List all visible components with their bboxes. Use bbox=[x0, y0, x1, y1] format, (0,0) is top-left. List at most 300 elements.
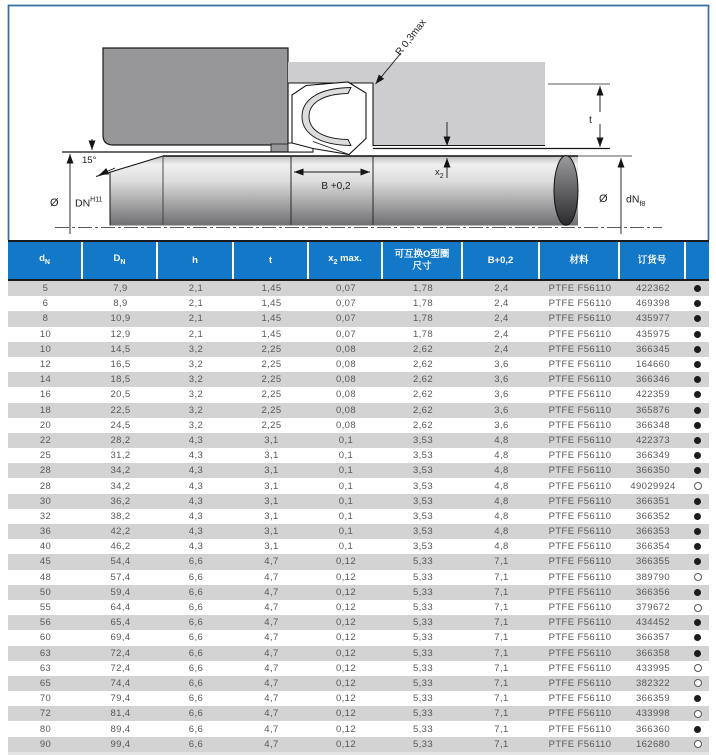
table-row bbox=[8, 387, 709, 402]
t-label: t bbox=[589, 114, 592, 126]
availability-dot-icon bbox=[694, 650, 701, 657]
cell-material: PTFE F56110 bbox=[548, 677, 612, 689]
table-row bbox=[8, 615, 709, 630]
cell-dn: 14 bbox=[39, 374, 52, 386]
cell-h: 4,3 bbox=[188, 434, 204, 446]
cell-material: PTFE F56110 bbox=[548, 526, 612, 538]
cell-material: PTFE F56110 bbox=[548, 374, 612, 386]
cell-b: 7,1 bbox=[494, 647, 509, 659]
cell-h: 3,2 bbox=[188, 419, 204, 431]
availability-dot-icon bbox=[694, 573, 702, 581]
availability-dot-icon bbox=[694, 391, 701, 398]
cell-dn: 8 bbox=[42, 313, 49, 325]
cell-material: PTFE F56110 bbox=[548, 343, 612, 355]
cell-b: 4,8 bbox=[494, 480, 509, 492]
cell-b: 2,4 bbox=[494, 343, 509, 355]
col-header-dn: $d_N$ bbox=[8, 242, 83, 279]
cell-material: PTFE F56110 bbox=[548, 556, 612, 568]
availability-dot-icon bbox=[694, 331, 701, 338]
cell-h: 4,3 bbox=[188, 526, 204, 538]
cell-t: 4,7 bbox=[264, 571, 279, 583]
cell-h: 3,2 bbox=[188, 374, 204, 386]
cell-dn: 72 bbox=[39, 708, 52, 720]
cell-t: 2,25 bbox=[261, 374, 282, 386]
cell-t: 3,1 bbox=[264, 434, 279, 446]
cell-DN: 42,2 bbox=[110, 526, 131, 538]
cell-b: 7,1 bbox=[494, 723, 509, 735]
cell-availability bbox=[686, 634, 709, 641]
cell-x2max: 0,07 bbox=[335, 298, 357, 310]
table-row bbox=[8, 721, 709, 736]
cell-DN: 14,5 bbox=[110, 343, 131, 355]
cell-material: PTFE F56110 bbox=[548, 571, 612, 583]
cell-b: 7,1 bbox=[494, 586, 509, 598]
cell-availability bbox=[686, 589, 709, 596]
cell-oring-size: 5,33 bbox=[412, 647, 434, 659]
cell-availability bbox=[686, 452, 709, 459]
cell-order-number: 366357 bbox=[635, 632, 671, 644]
cell-order-number: 422373 bbox=[635, 434, 671, 446]
cell-DN: 69,4 bbox=[110, 632, 131, 644]
cell-availability bbox=[686, 558, 709, 565]
cell-order-number: 366345 bbox=[635, 343, 671, 355]
cell-DN: 12,9 bbox=[110, 328, 131, 340]
cell-x2max: 0,12 bbox=[335, 571, 357, 583]
availability-dot-icon bbox=[694, 558, 701, 565]
cell-availability bbox=[686, 300, 709, 307]
cell-availability bbox=[686, 619, 709, 626]
cell-oring-size: 3,53 bbox=[412, 495, 434, 507]
cell-dn: 63 bbox=[39, 647, 52, 659]
table-row bbox=[8, 554, 709, 569]
cell-oring-size: 5,33 bbox=[412, 723, 434, 735]
cell-x2max: 0,12 bbox=[335, 693, 357, 705]
cell-order-number: 422362 bbox=[635, 283, 671, 295]
table-row bbox=[8, 281, 709, 296]
cell-h: 4,3 bbox=[188, 541, 204, 553]
cell-b: 3,6 bbox=[494, 419, 509, 431]
cell-order-number: 366353 bbox=[635, 526, 671, 538]
cell-h: 2,1 bbox=[188, 313, 204, 325]
cell-x2max: 0,1 bbox=[338, 510, 354, 522]
cell-h: 6,6 bbox=[188, 662, 204, 674]
cell-b: 7,1 bbox=[494, 738, 509, 750]
cell-h: 6,6 bbox=[188, 602, 204, 614]
cell-availability bbox=[686, 391, 709, 398]
table-row bbox=[8, 585, 709, 600]
cell-t: 1,45 bbox=[261, 313, 282, 325]
cell-order-number: 366358 bbox=[635, 647, 671, 659]
cell-t: 4,7 bbox=[264, 632, 279, 644]
cell-DN: 34,2 bbox=[110, 480, 131, 492]
cell-DN: 65,4 bbox=[110, 617, 131, 629]
table-body bbox=[8, 281, 709, 752]
cell-DN: 59,4 bbox=[110, 586, 131, 598]
availability-dot-icon bbox=[694, 437, 701, 444]
cell-dn: 70 bbox=[39, 693, 52, 705]
cell-availability bbox=[686, 467, 709, 474]
cell-x2max: 0,08 bbox=[335, 374, 357, 386]
cell-material: PTFE F56110 bbox=[548, 647, 612, 659]
availability-dot-icon bbox=[694, 528, 701, 535]
cell-availability bbox=[686, 407, 709, 414]
table-row bbox=[8, 570, 709, 585]
cell-DN: 72,4 bbox=[110, 662, 131, 674]
cell-dn: 5 bbox=[42, 283, 49, 295]
cell-material: PTFE F56110 bbox=[548, 328, 612, 340]
cell-oring-size: 3,53 bbox=[412, 480, 434, 492]
col-header-oring: 可互换O型圈 尺寸 bbox=[383, 242, 463, 279]
table-bottom-edge bbox=[8, 752, 709, 755]
availability-dot-icon bbox=[694, 498, 701, 505]
cell-dn: 56 bbox=[39, 617, 52, 629]
cell-t: 4,7 bbox=[264, 602, 279, 614]
cell-availability bbox=[686, 528, 709, 535]
cell-DN: 54,4 bbox=[110, 556, 131, 568]
table-row bbox=[8, 661, 709, 676]
cell-b: 4,8 bbox=[494, 434, 509, 446]
b-label: B +0,2 bbox=[321, 181, 351, 192]
table-row bbox=[8, 478, 709, 493]
availability-dot-icon bbox=[694, 513, 701, 520]
cell-b: 2,4 bbox=[494, 298, 509, 310]
cell-h: 3,2 bbox=[188, 343, 204, 355]
cell-availability bbox=[686, 361, 709, 368]
cell-availability bbox=[686, 376, 709, 383]
cell-material: PTFE F56110 bbox=[548, 419, 612, 431]
cell-availability bbox=[686, 664, 709, 672]
cell-order-number: 366349 bbox=[635, 450, 671, 462]
cell-oring-size: 2,62 bbox=[412, 419, 434, 431]
cell-dn: 40 bbox=[39, 541, 52, 553]
cell-x2max: 0,07 bbox=[335, 283, 357, 295]
cell-t: 3,1 bbox=[264, 480, 279, 492]
availability-dot-icon bbox=[694, 726, 701, 733]
cell-material: PTFE F56110 bbox=[548, 298, 612, 310]
radius-label: R 0,3max bbox=[393, 17, 429, 58]
cell-t: 3,1 bbox=[264, 495, 279, 507]
cell-order-number: 435977 bbox=[635, 313, 671, 325]
housing-block-left bbox=[103, 48, 288, 145]
cell-x2max: 0,12 bbox=[335, 632, 357, 644]
cell-h: 4,3 bbox=[188, 495, 204, 507]
col-header-ordernumber: 订货号 bbox=[620, 242, 686, 279]
cell-dn: 28 bbox=[39, 465, 52, 477]
cell-order-number: 382322 bbox=[635, 677, 671, 689]
cell-availability bbox=[686, 710, 709, 718]
cell-x2max: 0,12 bbox=[335, 677, 357, 689]
cell-material: PTFE F56110 bbox=[548, 359, 612, 371]
availability-dot-icon bbox=[694, 300, 701, 307]
cell-x2max: 0,12 bbox=[335, 662, 357, 674]
table-row bbox=[8, 296, 709, 311]
table-row bbox=[8, 372, 709, 387]
cell-x2max: 0,12 bbox=[335, 617, 357, 629]
table-row bbox=[8, 403, 709, 418]
cell-b: 7,1 bbox=[494, 708, 509, 720]
cell-oring-size: 1,78 bbox=[412, 283, 434, 295]
cell-h: 6,6 bbox=[188, 571, 204, 583]
cell-material: PTFE F56110 bbox=[548, 602, 612, 614]
cell-b: 3,6 bbox=[494, 389, 509, 401]
cell-b: 7,1 bbox=[494, 662, 509, 674]
cell-availability bbox=[686, 650, 709, 657]
cell-material: PTFE F56110 bbox=[548, 495, 612, 507]
cell-t: 3,1 bbox=[264, 510, 279, 522]
cell-b: 2,4 bbox=[494, 313, 509, 325]
cell-DN: 34,2 bbox=[110, 465, 131, 477]
cell-x2max: 0,12 bbox=[335, 647, 357, 659]
cell-dn: 50 bbox=[39, 586, 52, 598]
cell-x2max: 0,12 bbox=[335, 708, 357, 720]
cell-oring-size: 3,53 bbox=[412, 450, 434, 462]
col-header-availability bbox=[686, 242, 709, 279]
cell-h: 3,2 bbox=[188, 404, 204, 416]
cell-b: 7,1 bbox=[494, 556, 509, 568]
cell-DN: 38,2 bbox=[110, 510, 131, 522]
cell-t: 2,25 bbox=[261, 389, 282, 401]
cell-material: PTFE F56110 bbox=[548, 586, 612, 598]
cell-order-number: 366351 bbox=[635, 495, 671, 507]
x2-label: $x_2$ bbox=[435, 167, 444, 180]
availability-dot-icon bbox=[694, 543, 701, 550]
cell-x2max: 0,1 bbox=[338, 541, 354, 553]
cell-t: 4,7 bbox=[264, 693, 279, 705]
cell-DN: 16,5 bbox=[110, 359, 131, 371]
cell-t: 3,1 bbox=[264, 526, 279, 538]
cell-oring-size: 2,62 bbox=[412, 404, 434, 416]
table-row bbox=[8, 327, 709, 342]
availability-dot-icon bbox=[694, 695, 701, 702]
cell-h: 6,6 bbox=[188, 632, 204, 644]
cell-t: 2,25 bbox=[261, 343, 282, 355]
table-row bbox=[8, 494, 709, 509]
cell-t: 4,7 bbox=[264, 662, 279, 674]
cell-oring-size: 3,53 bbox=[412, 541, 434, 553]
cell-dn: 25 bbox=[39, 450, 52, 462]
cell-t: 4,7 bbox=[264, 708, 279, 720]
cell-order-number: 469398 bbox=[635, 298, 671, 310]
cell-availability bbox=[686, 498, 709, 505]
shaft-label: $dN_{f8}$ bbox=[626, 193, 646, 208]
table-row bbox=[8, 539, 709, 554]
cell-order-number: 164660 bbox=[635, 359, 671, 371]
cell-order-number: 422359 bbox=[635, 389, 671, 401]
cell-x2max: 0,1 bbox=[338, 526, 354, 538]
availability-dot-icon bbox=[694, 634, 701, 641]
cell-b: 4,8 bbox=[494, 510, 509, 522]
cell-b: 3,6 bbox=[494, 404, 509, 416]
cell-material: PTFE F56110 bbox=[548, 693, 612, 705]
cell-material: PTFE F56110 bbox=[548, 723, 612, 735]
table-row bbox=[8, 418, 709, 433]
cell-x2max: 0,08 bbox=[335, 359, 357, 371]
table-row bbox=[8, 357, 709, 372]
cell-DN: 20,5 bbox=[110, 389, 131, 401]
cell-oring-size: 3,53 bbox=[412, 465, 434, 477]
cell-x2max: 0,1 bbox=[338, 465, 354, 477]
cell-b: 7,1 bbox=[494, 632, 509, 644]
table-header bbox=[8, 240, 709, 281]
cell-t: 1,45 bbox=[261, 298, 282, 310]
cell-b: 7,1 bbox=[494, 677, 509, 689]
cell-x2max: 0,1 bbox=[338, 495, 354, 507]
table-row bbox=[8, 509, 709, 524]
cell-b: 4,8 bbox=[494, 465, 509, 477]
availability-dot-icon bbox=[694, 285, 701, 292]
dimension-table bbox=[8, 240, 709, 755]
cell-dn: 10 bbox=[39, 328, 52, 340]
cell-DN: 72,4 bbox=[110, 647, 131, 659]
table-row bbox=[8, 646, 709, 661]
cell-t: 4,7 bbox=[264, 647, 279, 659]
cell-dn: 90 bbox=[39, 738, 52, 750]
cell-availability bbox=[686, 482, 709, 490]
cell-oring-size: 1,78 bbox=[412, 328, 434, 340]
cell-h: 6,6 bbox=[188, 693, 204, 705]
cell-DN: 22,5 bbox=[110, 404, 131, 416]
table-row bbox=[8, 676, 709, 691]
cell-order-number: 366346 bbox=[635, 374, 671, 386]
cell-h: 4,3 bbox=[188, 450, 204, 462]
cell-dn: 20 bbox=[39, 419, 52, 431]
availability-dot-icon bbox=[694, 315, 701, 322]
cell-availability bbox=[686, 285, 709, 292]
cell-t: 2,25 bbox=[261, 404, 282, 416]
cell-availability bbox=[686, 422, 709, 429]
cell-material: PTFE F56110 bbox=[548, 465, 612, 477]
cell-availability bbox=[686, 573, 709, 581]
col-header-b: B+0,2 bbox=[463, 242, 540, 279]
table-row bbox=[8, 737, 709, 752]
cell-order-number: 366355 bbox=[635, 556, 671, 568]
cell-oring-size: 3,53 bbox=[412, 526, 434, 538]
cell-b: 7,1 bbox=[494, 602, 509, 614]
availability-dot-icon bbox=[694, 407, 701, 414]
cell-availability bbox=[686, 726, 709, 733]
table-row bbox=[8, 463, 709, 478]
cell-x2max: 0,08 bbox=[335, 389, 357, 401]
cell-x2max: 0,08 bbox=[335, 419, 357, 431]
cell-t: 4,7 bbox=[264, 617, 279, 629]
cell-b: 7,1 bbox=[494, 617, 509, 629]
cell-DN: 28,2 bbox=[110, 434, 131, 446]
table-row bbox=[8, 342, 709, 357]
cell-dn: 10 bbox=[39, 343, 52, 355]
cell-h: 4,3 bbox=[188, 510, 204, 522]
cell-x2max: 0,07 bbox=[335, 328, 357, 340]
cell-DN: 64,4 bbox=[110, 602, 131, 614]
cell-DN: 99,4 bbox=[110, 738, 131, 750]
housing-foot bbox=[271, 144, 288, 152]
cell-availability bbox=[686, 331, 709, 338]
cell-h: 2,1 bbox=[188, 298, 204, 310]
cell-DN: 79,4 bbox=[110, 693, 131, 705]
cell-b: 7,1 bbox=[494, 693, 509, 705]
cell-material: PTFE F56110 bbox=[548, 389, 612, 401]
cell-DN: 81,4 bbox=[110, 708, 131, 720]
cell-x2max: 0,07 bbox=[335, 313, 357, 325]
cell-h: 4,3 bbox=[188, 465, 204, 477]
cell-dn: 48 bbox=[39, 571, 52, 583]
col-header-t: t bbox=[234, 242, 309, 279]
cell-material: PTFE F56110 bbox=[548, 510, 612, 522]
cell-order-number: 433995 bbox=[635, 662, 671, 674]
cell-t: 2,25 bbox=[261, 359, 282, 371]
cell-oring-size: 3,53 bbox=[412, 434, 434, 446]
cell-dn: 22 bbox=[39, 434, 52, 446]
cell-oring-size: 3,53 bbox=[412, 510, 434, 522]
cell-dn: 36 bbox=[39, 526, 52, 538]
seal-cross-section-drawing bbox=[0, 0, 716, 240]
cell-material: PTFE F56110 bbox=[548, 480, 612, 492]
cell-dn: 16 bbox=[39, 389, 52, 401]
cell-oring-size: 1,78 bbox=[412, 313, 434, 325]
cell-order-number: 366354 bbox=[635, 541, 671, 553]
table-row bbox=[8, 600, 709, 615]
cell-oring-size: 5,33 bbox=[412, 693, 434, 705]
shaft-dia-symbol: Ø bbox=[599, 193, 608, 205]
cell-t: 1,45 bbox=[261, 328, 282, 340]
cell-dn: 12 bbox=[39, 359, 52, 371]
cell-dn: 65 bbox=[39, 677, 52, 689]
col-header-DN: $D_N$ bbox=[83, 242, 158, 279]
bore-dia-symbol: Ø bbox=[50, 197, 59, 209]
cell-material: PTFE F56110 bbox=[548, 450, 612, 462]
cell-oring-size: 2,62 bbox=[412, 359, 434, 371]
availability-dot-icon bbox=[694, 422, 701, 429]
cell-t: 4,7 bbox=[264, 556, 279, 568]
cell-dn: 28 bbox=[39, 480, 52, 492]
cell-oring-size: 5,33 bbox=[412, 662, 434, 674]
cell-b: 4,8 bbox=[494, 450, 509, 462]
col-header-h: h bbox=[158, 242, 234, 279]
cell-dn: 55 bbox=[39, 602, 52, 614]
cell-t: 3,1 bbox=[264, 541, 279, 553]
cell-availability bbox=[686, 315, 709, 322]
cell-x2max: 0,12 bbox=[335, 602, 357, 614]
cell-b: 7,1 bbox=[494, 571, 509, 583]
cell-h: 2,1 bbox=[188, 328, 204, 340]
cell-order-number: 366348 bbox=[635, 419, 671, 431]
cell-material: PTFE F56110 bbox=[548, 738, 612, 750]
cell-oring-size: 2,62 bbox=[412, 389, 434, 401]
cell-t: 4,7 bbox=[264, 586, 279, 598]
cell-b: 2,4 bbox=[494, 283, 509, 295]
cell-order-number: 162680 bbox=[635, 738, 671, 750]
cell-x2max: 0,1 bbox=[338, 434, 354, 446]
cell-material: PTFE F56110 bbox=[548, 313, 612, 325]
cell-oring-size: 2,62 bbox=[412, 374, 434, 386]
cell-x2max: 0,12 bbox=[335, 556, 357, 568]
cell-h: 6,6 bbox=[188, 738, 204, 750]
shaft-end-face bbox=[554, 156, 578, 226]
cell-oring-size: 5,33 bbox=[412, 571, 434, 583]
cell-oring-size: 5,33 bbox=[412, 632, 434, 644]
cell-h: 6,6 bbox=[188, 677, 204, 689]
availability-dot-icon bbox=[694, 482, 702, 490]
cell-t: 1,45 bbox=[261, 283, 282, 295]
cell-DN: 8,9 bbox=[113, 298, 128, 310]
angle-label: 15° bbox=[82, 155, 97, 166]
cell-order-number: 366350 bbox=[635, 465, 671, 477]
cell-b: 2,4 bbox=[494, 328, 509, 340]
cell-order-number: 366360 bbox=[635, 723, 671, 735]
cell-order-number: 434452 bbox=[635, 617, 671, 629]
cell-availability bbox=[686, 695, 709, 702]
cell-order-number: 433998 bbox=[635, 708, 671, 720]
cell-oring-size: 1,78 bbox=[412, 298, 434, 310]
